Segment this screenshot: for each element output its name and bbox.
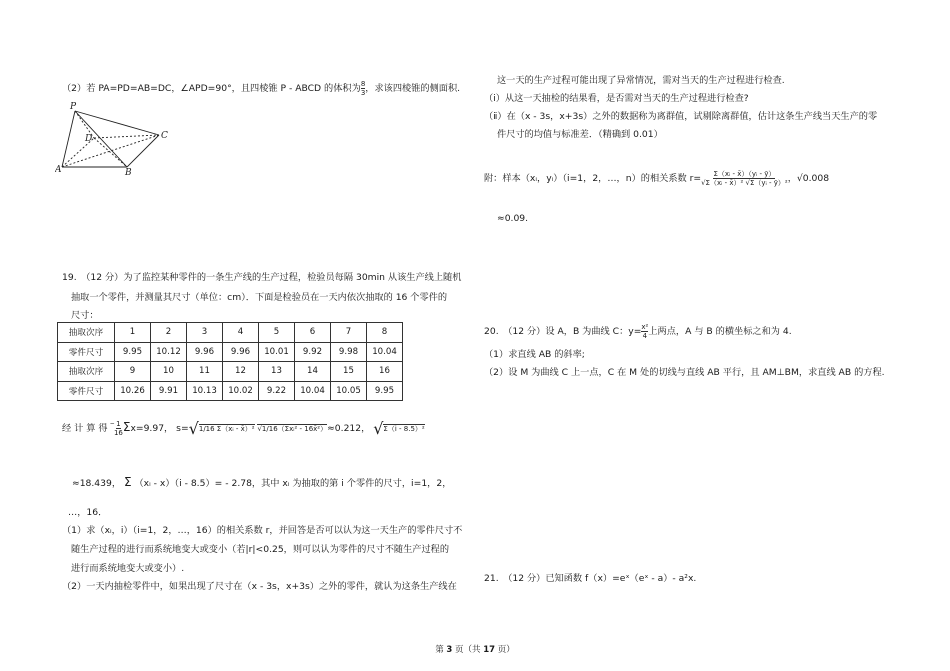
page-total: 17 [483, 645, 496, 655]
q18-part2 [62, 80, 460, 97]
q19-line1: 19. （12 分）为了监控某种零件的一条生产线的生产过程，检验员每隔 30min 从该生产线上随机 [62, 272, 462, 283]
right-line4: 件尺寸的均值与标准差．（精确到 0.01） [497, 129, 663, 140]
q19-part1-line1: （1）求（xᵢ，i）（i=1，2，…，16）的相关系数 r，并回答是否可以认为这一天生产的零件尺寸不 [62, 525, 463, 536]
label-c: C [161, 131, 168, 141]
right-line1: 这一天的生产过程可能出现了异常情况，需对当天的生产过程进行检查. [497, 75, 785, 86]
stats-line1: 经 计 算 得 ‾ $\frac{1}{16}$ Σx=9.97， s=√1/16 Σ（xᵢ - x̄）² √1/16（Σxᵢ² - 16x̄²）≈0.212， √Σ（i - 8.5）² [62, 419, 425, 438]
stats-line3: …，16． [68, 507, 108, 518]
q18-part2-text: （2）若 PA=PD=AB=DC，∠APD=90°，且四棱锥 P - ABCD 的体积为 [62, 83, 361, 94]
one-sixteenth: $\frac{1}{16}$ [113, 420, 123, 437]
label-b: B [125, 168, 132, 175]
correlation-formula: $\frac{\text{Σ（xᵢ - x̄）（yᵢ - ȳ）}}{\text{√Σ（xᵢ - x̄）² √Σ（yᵢ - ȳ）²}}$ [701, 170, 788, 187]
table-row: 零件尺寸 10.26 9.91 10.13 10.02 9.22 10.04 10.05 9.95 [58, 381, 403, 401]
q19-part1-line3: 进行而系统地变大或变小）. [71, 563, 185, 574]
curve-fraction: $\frac{\text{x²}}{4}$ [641, 323, 649, 340]
label-a: A [55, 165, 62, 175]
sample-table [57, 322, 403, 401]
right-line2: （ⅰ）从这一天抽检的结果看，是否需对当天的生产过程进行检查? [484, 93, 749, 104]
q20-line1: 20. （12 分）设 A，B 为曲线 C：y= $\frac{\text{x²}}{4}$ 上两点，A 与 B 的横坐标之和为 4. [484, 323, 792, 340]
approx-value: ≈0.09. [497, 213, 529, 224]
pyramid-figure [55, 100, 170, 175]
table-row: 抽取次序 1 2 3 4 5 6 7 8 [58, 323, 403, 343]
table-row: 抽取次序 9 10 11 12 13 14 15 16 [58, 362, 403, 382]
label-p: P [70, 102, 77, 112]
q19-part1-line2: 随生产过程的进行而系统地变大或变小（若|r|<0.25，则可以认为零件的尺寸不随生产过程的 [71, 544, 450, 555]
table-row: 零件尺寸 9.95 10.12 9.96 9.96 10.01 9.92 9.98 10.04 [58, 342, 403, 362]
volume-fraction: $\frac{8}{3}$ [360, 80, 366, 97]
label-d: D [85, 134, 93, 144]
q20-part1: （1）求直线 AB 的斜率; [484, 349, 585, 360]
q21-line1: 21. （12 分）已知函数 f（x）=eˣ（eˣ - a）- a²x. [484, 573, 697, 584]
q19-line3: 尺寸： [71, 310, 99, 321]
q18-part2-end: ，求该四棱锥的侧面积. [365, 83, 461, 94]
q19-part2-line1: （2）一天内抽检零件中，如果出现了尺寸在（x - 3s，x+3s）之外的零件，就认为这条生产线在 [62, 581, 457, 592]
appendix-line: 附：样本（xᵢ，yᵢ）（i=1，2，…，n）的相关系数 r= $\frac{\text{Σ（xᵢ - x̄）（yᵢ - ȳ）}}{\text{√Σ（xᵢ - x̄）² √Σ（yᵢ - ȳ）²}}$ ，√0.008 [484, 170, 830, 187]
stats-line2: ≈18.439， Σ （xᵢ - x）（i - 8.5）= - 2.78，其中 xᵢ 为抽取的第 i 个零件的尺寸，i=1，2， [72, 475, 452, 489]
q19-line2: 抽取一个零件，并测量其尺寸（单位：cm）．下面是检验员在一天内依次抽取的 16 个零件的 [71, 292, 448, 303]
page-number: 3 [446, 645, 453, 655]
q20-part2: （2）设 M 为曲线 C 上一点，C 在 M 处的切线与直线 AB 平行，且 AM⊥BM，求直线 AB 的方程. [484, 367, 885, 378]
page-footer: 第 3 页（共 17 页） [435, 645, 515, 655]
right-line3: （ⅱ）在（x - 3s，x+3s）之外的数据称为离群值，试剔除离群值，估计这条生产线当天生产的零 [484, 111, 878, 122]
